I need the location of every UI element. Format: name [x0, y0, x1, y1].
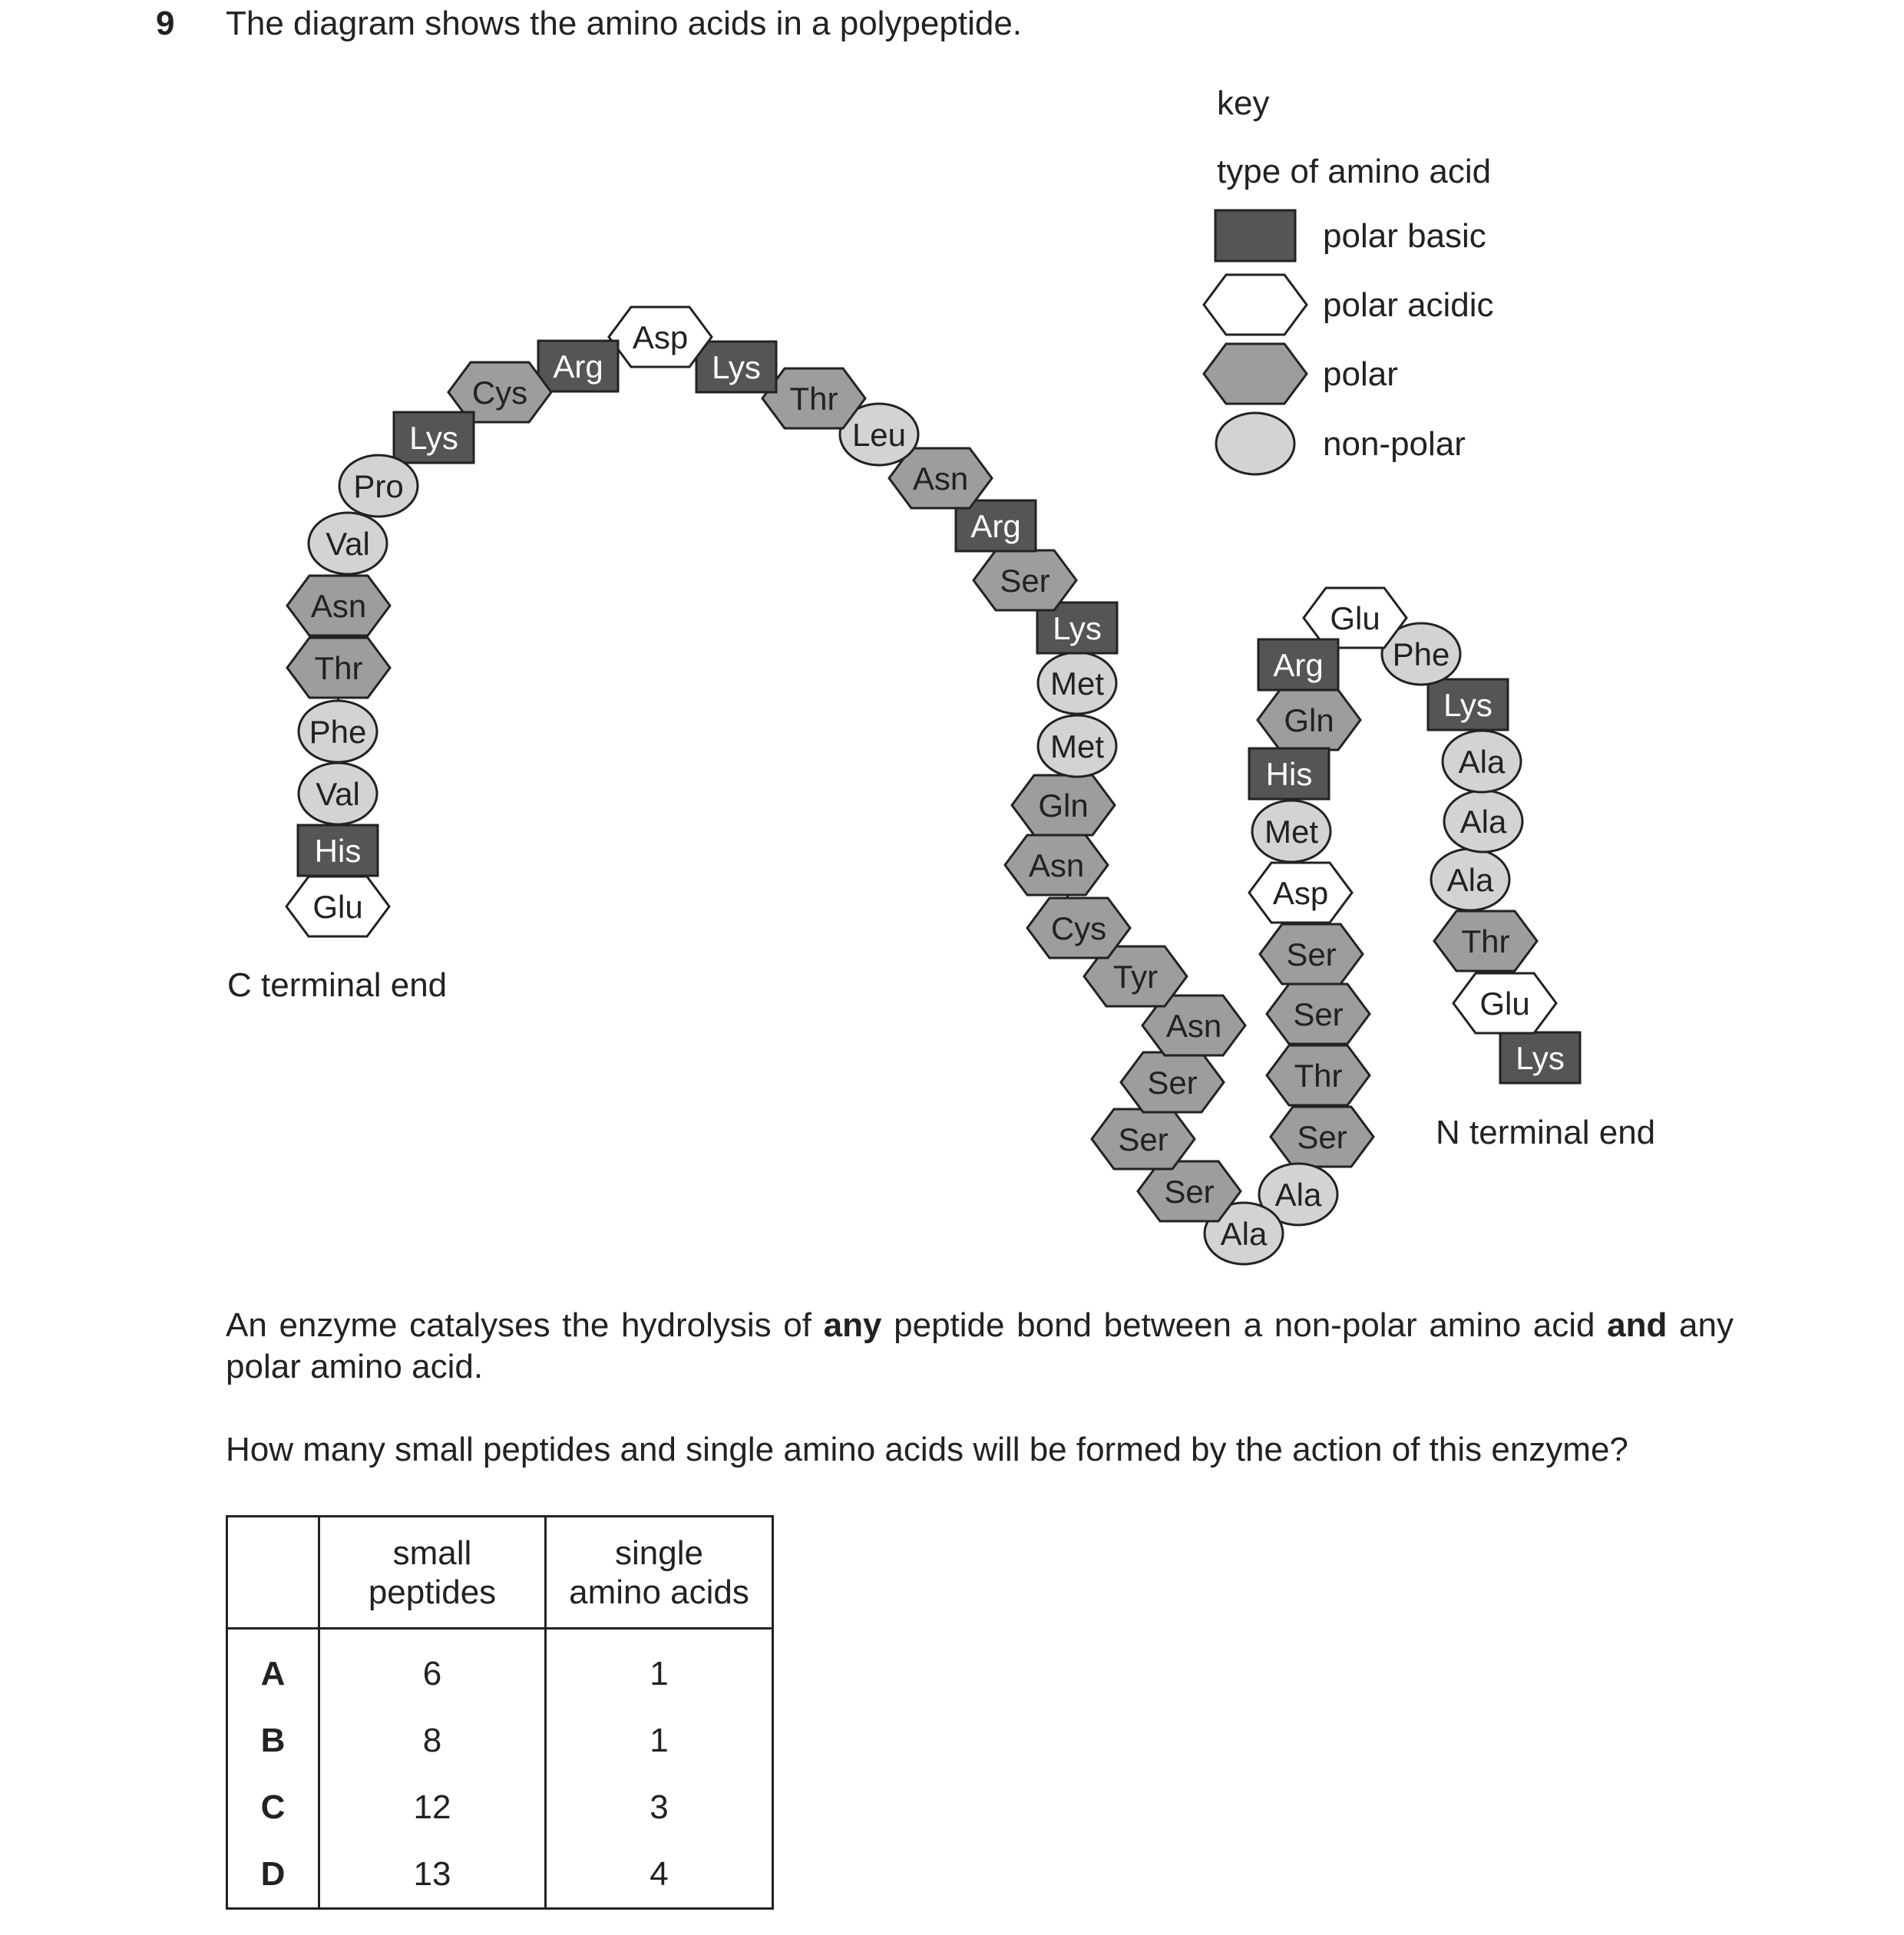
small-peptides-value: 8 [319, 1707, 546, 1774]
amino-acid-label: Leu [851, 417, 907, 453]
amino-acid-label: Ser [1297, 1119, 1347, 1155]
amino-acid-cys [1027, 898, 1130, 958]
amino-acid-asn [287, 576, 390, 636]
amino-acid-label: Arg [1273, 647, 1324, 683]
key-symbol-polar [1204, 344, 1307, 404]
enzyme-text-bold-any: any [823, 1306, 882, 1344]
amino-acid-pro [339, 455, 418, 517]
amino-acid-arg [538, 341, 618, 391]
key-label-polar: polar [1323, 355, 1398, 393]
amino-acid-label: Gln [1284, 702, 1334, 738]
key-label-polar-basic: polar basic [1323, 217, 1486, 255]
amino-acid-met [1038, 652, 1116, 714]
key-title: key [1217, 84, 1270, 122]
c-terminal-label: C terminal end [227, 966, 448, 1004]
amino-acid-label: Asn [912, 461, 969, 497]
option-letter: C [227, 1774, 319, 1841]
amino-acid-glu [286, 877, 389, 936]
amino-acid-ser [1260, 924, 1363, 984]
amino-acid-label: Asp [1272, 875, 1329, 911]
amino-acid-met [1252, 801, 1330, 862]
question-text: The diagram shows the amino acids in a polypeptide. [226, 5, 1023, 42]
amino-acid-ala [1443, 731, 1521, 792]
amino-acid-thr [762, 368, 865, 428]
amino-acid-label: Lys [1443, 687, 1492, 723]
small-peptides-value: 6 [319, 1629, 546, 1708]
small-peptides-value: 12 [319, 1774, 546, 1841]
key-subtitle: type of amino acid [1217, 153, 1492, 190]
amino-acid-label: Phe [1392, 636, 1450, 672]
question-prompt: How many small peptides and single amino acids will be formed by the action of this enzyme? [226, 1431, 1628, 1468]
small-peptides-value: 13 [319, 1841, 546, 1909]
amino-acid-label: Ser [1147, 1065, 1198, 1101]
amino-acid-label: Glu [312, 889, 363, 925]
amino-acid-ala [1431, 849, 1509, 910]
key-symbol-polar-basic [1215, 210, 1295, 261]
amino-acid-label: Cys [1050, 910, 1107, 946]
amino-acid-lys [394, 412, 474, 463]
amino-acid-asp [1249, 863, 1352, 923]
amino-acid-label: Val [326, 526, 370, 562]
enzyme-text-3: any polar amino acid. [226, 1306, 1734, 1385]
header-small-peptides-line2: peptides [368, 1573, 497, 1611]
option-letter: A [227, 1629, 319, 1708]
amino-acid-label: Asn [310, 588, 367, 624]
amino-acid-arg [1258, 639, 1338, 690]
n-terminal-label: N terminal end [1436, 1114, 1656, 1151]
table-row[interactable] [227, 1629, 773, 1708]
amino-acid-label: Lys [409, 420, 458, 456]
amino-acid-thr [1267, 1045, 1370, 1105]
amino-acid-label: Ala [1220, 1216, 1268, 1252]
amino-acid-thr [1434, 911, 1537, 971]
amino-acid-met [1038, 715, 1116, 777]
question-number: 9 [156, 5, 175, 42]
amino-acid-his [1249, 748, 1329, 799]
amino-acid-label: Phe [309, 714, 367, 750]
amino-acid-label: Lys [1053, 610, 1102, 646]
enzyme-description [226, 1305, 1734, 1388]
amino-acid-label: Thr [314, 650, 363, 686]
single-amino-acids-value: 1 [546, 1707, 773, 1774]
key-symbol-polar-acidic [1204, 275, 1307, 335]
amino-acid-thr [287, 638, 390, 698]
header-small-peptides [319, 1517, 546, 1629]
amino-acid-label: Gln [1038, 788, 1089, 824]
amino-acid-ser [1271, 1107, 1373, 1167]
amino-acid-label: Glu [1479, 986, 1530, 1022]
table-row[interactable] [227, 1774, 773, 1841]
amino-acid-label: Thr [1461, 923, 1510, 959]
amino-acid-label: Thr [1294, 1058, 1343, 1094]
amino-acid-asp [609, 307, 712, 367]
amino-acid-his [298, 825, 378, 876]
amino-acid-label: Ser [1000, 563, 1050, 599]
amino-acid-label: Ser [1164, 1174, 1215, 1210]
amino-acid-label: Lys [712, 349, 761, 385]
key-legend [1204, 84, 1494, 474]
enzyme-text-2: peptide bond between a non-polar amino acid [881, 1306, 1608, 1344]
amino-acid-label: Lys [1516, 1040, 1565, 1076]
amino-acid-label: Glu [1330, 600, 1380, 636]
amino-acid-ser [1121, 1052, 1224, 1112]
answer-table [226, 1515, 774, 1910]
amino-acid-val [309, 513, 387, 574]
option-letter: B [227, 1707, 319, 1774]
amino-acid-gln [1012, 775, 1115, 835]
amino-acid-ser [1267, 984, 1370, 1044]
amino-acid-lys [1428, 679, 1508, 730]
key-label-non-polar: non-polar [1323, 425, 1466, 463]
amino-acid-label: Met [1050, 665, 1105, 702]
amino-acid-label: Asp [632, 319, 689, 355]
key-symbol-non-polar [1216, 413, 1294, 474]
header-single-amino-acids [546, 1517, 773, 1629]
amino-acid-label: Cys [471, 375, 528, 411]
amino-acid-phe [299, 701, 377, 762]
amino-acid-val [299, 763, 377, 824]
enzyme-text-1: An enzyme catalyses the hydrolysis of [226, 1306, 824, 1344]
amino-acid-label: Val [316, 776, 360, 812]
amino-acid-label: Met [1264, 814, 1319, 850]
amino-acid-label: His [314, 833, 362, 869]
single-amino-acids-value: 3 [546, 1774, 773, 1841]
amino-acid-lys [696, 342, 776, 392]
amino-acid-label: Tyr [1112, 959, 1159, 995]
amino-acid-label: Pro [353, 468, 404, 504]
header-small-peptides-line1: small [392, 1534, 472, 1572]
amino-acid-label: Ser [1286, 936, 1337, 972]
amino-acid-label: Arg [970, 508, 1021, 544]
amino-acid-label: Thr [789, 381, 838, 417]
header-single-line1: single [615, 1534, 703, 1572]
table-row[interactable] [227, 1707, 773, 1774]
header-empty-cell [227, 1517, 319, 1629]
amino-acid-label: Ala [1458, 744, 1506, 780]
amino-acid-label: Asn [1028, 847, 1085, 883]
amino-acid-label: Ala [1459, 804, 1507, 840]
amino-acid-label: His [1265, 756, 1313, 792]
option-letter: D [227, 1841, 319, 1909]
single-amino-acids-value: 4 [546, 1841, 773, 1909]
key-label-polar-acidic: polar acidic [1323, 286, 1494, 324]
amino-acid-gln [1258, 690, 1360, 750]
amino-acid-label: Asn [1165, 1008, 1222, 1044]
amino-acid-label: Met [1050, 728, 1105, 764]
amino-acid-ala [1444, 791, 1522, 852]
enzyme-text-bold-and: and [1607, 1306, 1668, 1344]
header-single-line2: amino acids [569, 1573, 749, 1611]
amino-acid-lys [1500, 1032, 1580, 1083]
amino-acid-ser [1092, 1109, 1195, 1169]
single-amino-acids-value: 1 [546, 1629, 773, 1708]
amino-acid-glu [1453, 973, 1556, 1033]
amino-acid-label: Ala [1274, 1177, 1322, 1213]
table-row[interactable] [227, 1841, 773, 1909]
amino-acid-label: Ser [1118, 1121, 1169, 1157]
amino-acid-asn [1005, 835, 1108, 895]
amino-acid-ser [973, 550, 1076, 610]
amino-acid-ser [1138, 1161, 1241, 1221]
amino-acid-label: Arg [553, 348, 603, 385]
amino-acid-label: Ala [1446, 862, 1494, 898]
amino-acid-label: Ser [1293, 996, 1344, 1032]
